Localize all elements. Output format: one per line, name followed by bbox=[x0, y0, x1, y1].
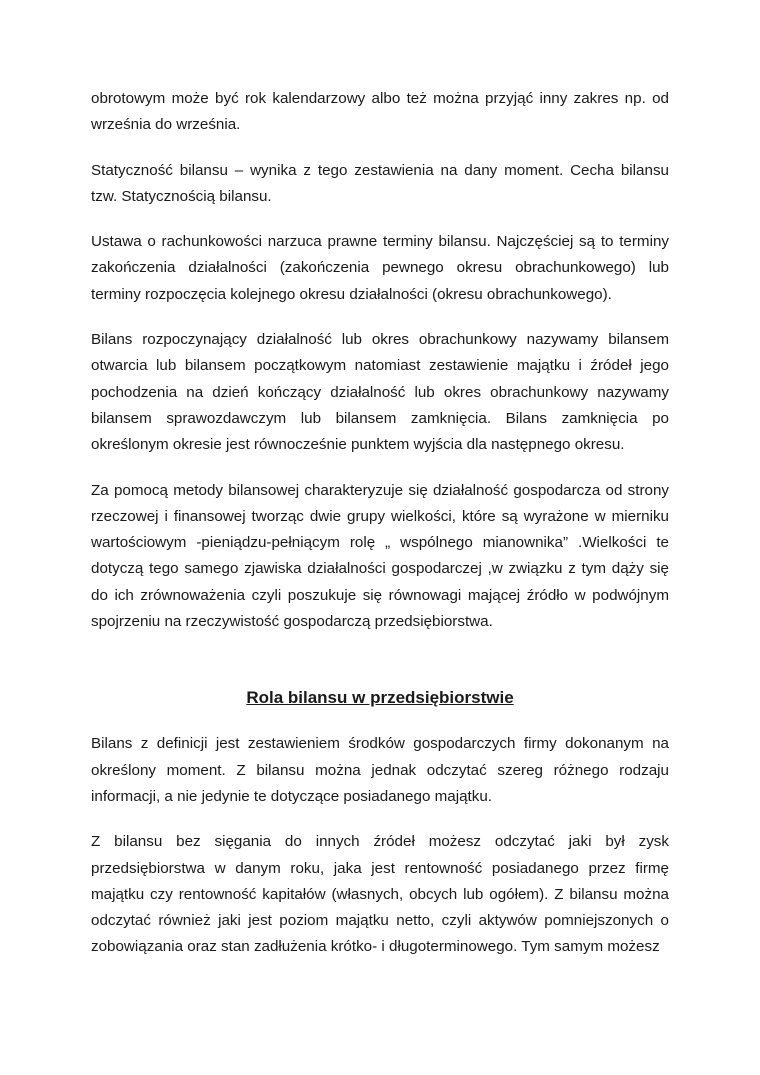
paragraph-balance-information: Z bilansu bez sięgania do innych źródeł możesz odczytać jaki był zysk przedsiębiorstwa w danym roku, jaka jest rentowność posiadanego przez firmę majątku czy rentowność kapitałów (własnych, obcych lub ogółem). Z bilansu można odczytać również jaki jest poziom majątku netto, czyli aktywów pomniejszonych o zobowiązania oraz stan zadłużenia krótko- i długoterminowego. Tym samym możesz bbox=[91, 833, 669, 956]
document-page bbox=[91, 86, 669, 980]
paragraph-balance-method: Za pomocą metody bilansowej charakteryzuje się działalność gospodarcza od strony rzeczowej i finansowej tworząc dwie grupy wielkości, które są wyrażone w mierniku wartościowym -pieniądzu-pełniącym rolę „ wspólnego mianownika” .Wielkości te dotyczą tego samego zjawiska działalności gospodarczej ,w związku z tym dąży się do ich zrównoważenia czyli poszukuje się równowagi mającej źródło w podwójnym spojrzeniu na rzeczywistość gospodarczą przedsiębiorstwa. bbox=[91, 481, 669, 631]
paragraph-fiscal-year: obrotowym może być rok kalendarzowy albo też można przyjąć inny zakres np. od września do września. bbox=[91, 90, 669, 134]
paragraph-balance-definition: Bilans z definicji jest zestawieniem środków gospodarczych firmy dokonanym na określony moment. Z bilansu można jednak odczytać szereg różnego rodzaju informacji, a nie jedynie te dotyczące posiadanego majątku. bbox=[91, 735, 669, 805]
paragraph-static-balance: Statyczność bilansu – wynika z tego zestawienia na dany moment. Cecha bilansu tzw. Statycznością bilansu. bbox=[91, 161, 669, 205]
section-heading: Rola bilansu w przedsiębiorstwie bbox=[246, 688, 514, 708]
paragraph-opening-closing-balance: Bilans rozpoczynający działalność lub okres obrachunkowy nazywamy bilansem otwarcia lub bilansem początkowym natomiast zestawienie majątku i źródeł jego pochodzenia na dzień kończący działalność lub okres obrachunkowy nazywamy bilansem sprawozdawczym lub bilansem zamknięcia. Bilans zamknięcia po określonym okresie jest równocześnie punktem wyjścia dla następnego okresu. bbox=[91, 331, 669, 454]
paragraph-legal-terms: Ustawa o rachunkowości narzuca prawne terminy bilansu. Najczęściej są to terminy zakończenia działalności (zakończenia pewnego okresu obrachunkowego) lub terminy rozpoczęcia kolejnego okresu działalności (okresu obrachunkowego). bbox=[91, 233, 669, 303]
